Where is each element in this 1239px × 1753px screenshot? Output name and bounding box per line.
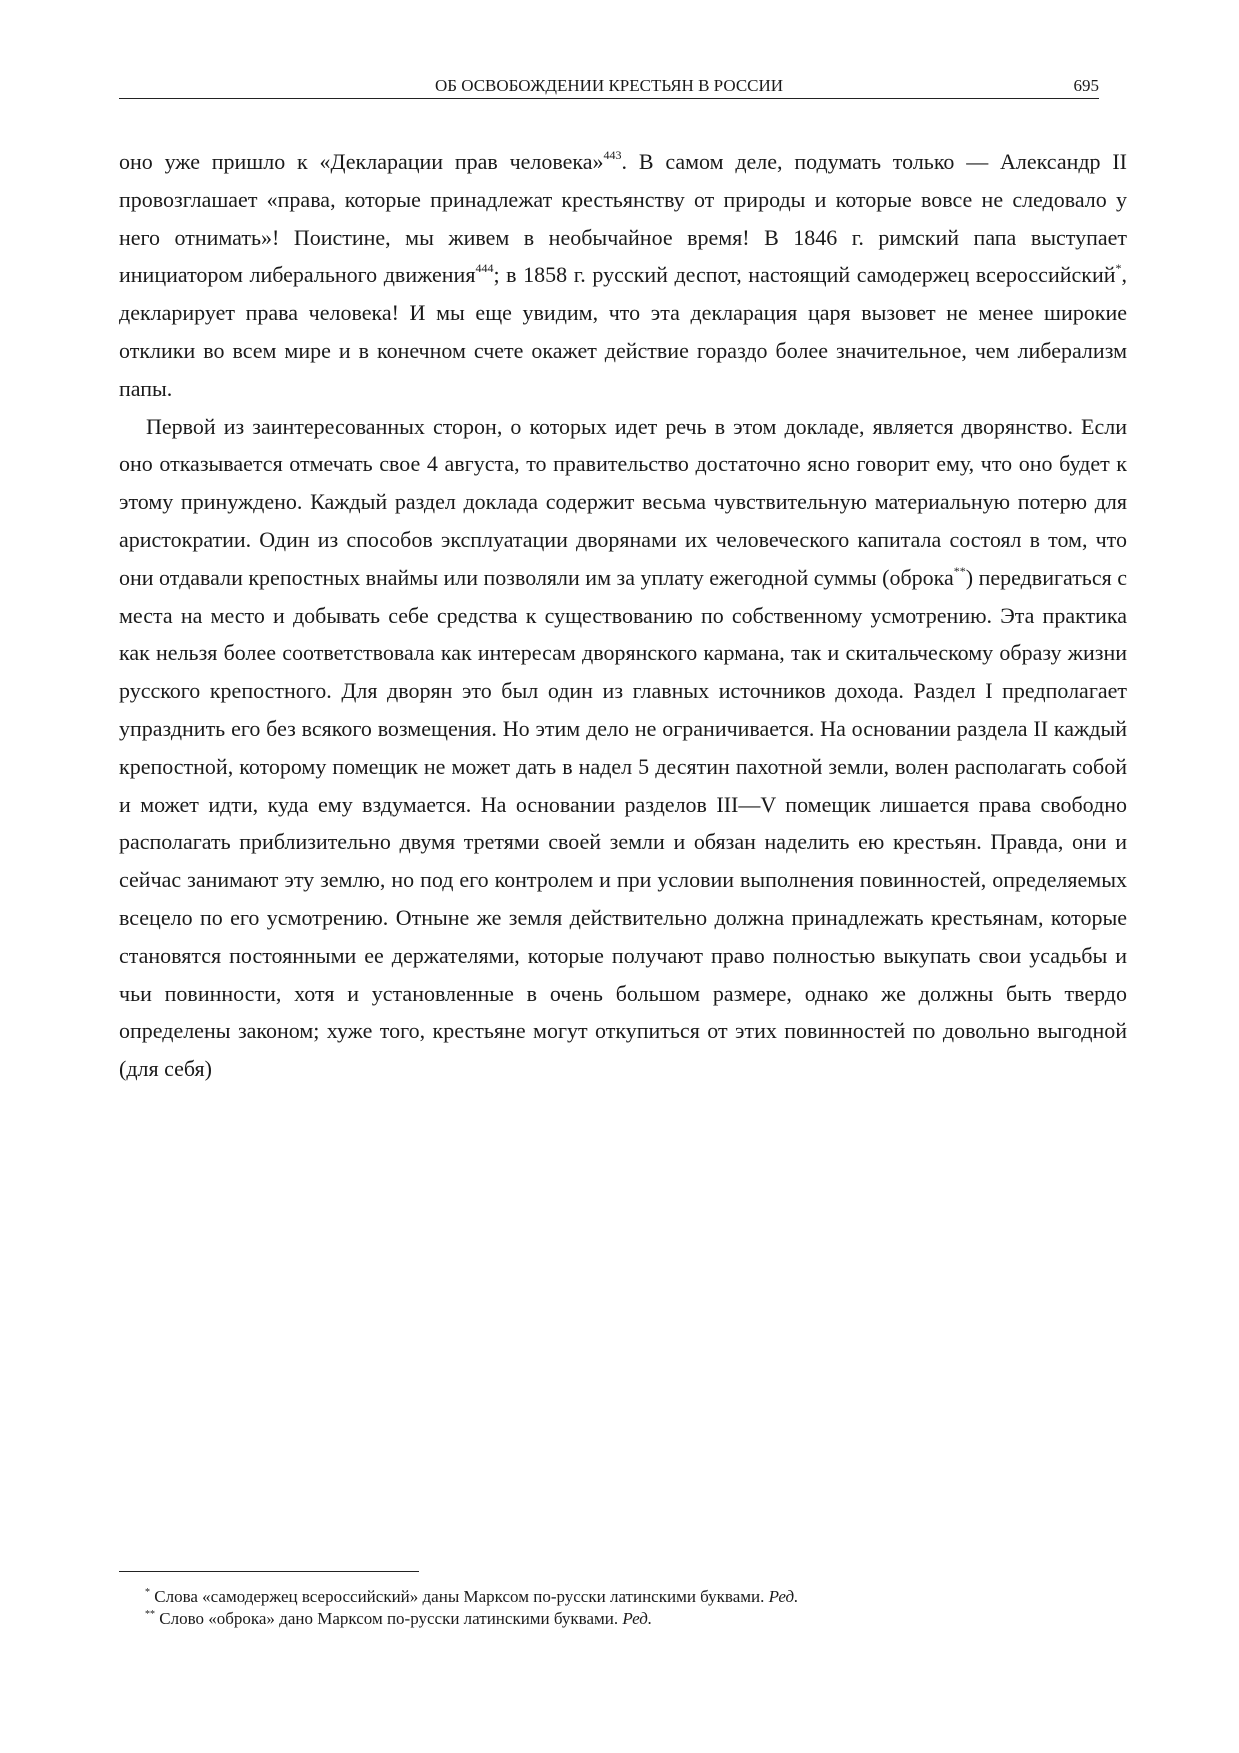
paragraph-1-text-d: , декларирует права человека! И мы еще увидим, что эта декларация царя вызовет не менее широкие отклики во всем мире и в конечном счете окажет действие гораздо более значительное, чем либерализм папы. xyxy=(119,262,1127,401)
page-number: 695 xyxy=(1073,76,1099,95)
paragraph-1 xyxy=(119,143,1127,408)
endnote-ref-443: 443 xyxy=(603,148,622,162)
endnote-ref-444: 444 xyxy=(475,261,494,276)
body-text xyxy=(119,143,1127,1088)
footnote-ref-1: * xyxy=(1115,261,1122,276)
paragraph-2 xyxy=(119,408,1127,1088)
running-header-title: ОБ ОСВОБОЖДЕНИИ КРЕСТЬЯН В РОССИИ xyxy=(434,76,784,95)
paragraph-1-text-c: ; в 1858 г. русский деспот, настоящий самодержец всероссийский xyxy=(493,262,1116,288)
footnote-2-editor: Ред. xyxy=(622,1609,653,1628)
footnote-2-text: Слово «оброка» дано Марксом по-русски латинскими буквами. xyxy=(155,1609,623,1628)
footnote-separator xyxy=(119,1571,419,1572)
footnote-2 xyxy=(145,1608,1105,1630)
paragraph-1-text-a: оно уже пришло к «Декларации прав человека» xyxy=(119,149,604,174)
paragraph-2-text-b: ) передвигаться с места на место и добывать себе средства к существованию по собственному усмотрению. Эта практика как нельзя более соответствовала как интересам дворянского кармана, так и скитальческому образу жизни русского крепостного. Для дворян это был один из главных источников дохода. Раздел I предполагает упразднить его без всякого возмещения. Но этим дело не ограничивается. На основании раздела II каждый крепостной, которому помещик не может дать в надел 5 десятин пахотной земли, волен располагать собой и может идти, куда ему вздумается. На основании разделов III—V помещик лишается права свободно располагать приблизительно двумя третями своей земли и обязан наделить ею крестьян. Правда, они и сейчас занимают эту землю, но под его контролем и при условии выполнения повинностей, определяемых всецело по его усмотрению. Отныне же земля действительно должна принадлежать крестьянам, которые становятся постоянными ее держателями, которые получают право полностью выкупать свои усадьбы и чьи повинности, хотя и установленные в очень большом размере, однако же должны быть твердо определены законом; хуже того, крестьяне могут откупиться от этих повинностей по довольно выгодной (для себя) xyxy=(119,564,1127,1082)
footnote-1-text: Слова «самодержец всероссийский» даны Марксом по-русски латинскими буквами. xyxy=(150,1587,769,1606)
footnote-1 xyxy=(145,1586,1105,1608)
running-header xyxy=(119,76,1099,99)
footnote-1-editor: Ред. xyxy=(768,1587,799,1606)
paragraph-1-text-b: . В самом деле, подумать только — Александр II провозглашает «права, которые принадлежат крестьянству от природы и которые вовсе не следовало у него отнимать»! Поистине, мы живем в необычайное время! В 1846 г. римский папа выступает инициатором либерального движения xyxy=(119,149,1128,288)
paragraph-2-text-a: Первой из заинтересованных сторон, о которых идет речь в этом докладе, является дворянство. Если оно отказывается отмечать свое 4 августа, то правительство достаточно ясно говорит ему, что оно будет к этому принуждено. Каждый раздел доклада содержит весьма чувствительную материальную потерю для аристократии. Один из способов эксплуатации дворянами их человеческого капитала состоял в том, что они отдавали крепостных внаймы или позволяли им за уплату ежегодной суммы (оброка xyxy=(119,413,1127,590)
footnote-1-mark: * xyxy=(145,1587,150,1598)
footnote-ref-2: ** xyxy=(953,563,966,578)
footnotes xyxy=(145,1586,1105,1630)
footnote-2-mark: ** xyxy=(145,1609,155,1620)
